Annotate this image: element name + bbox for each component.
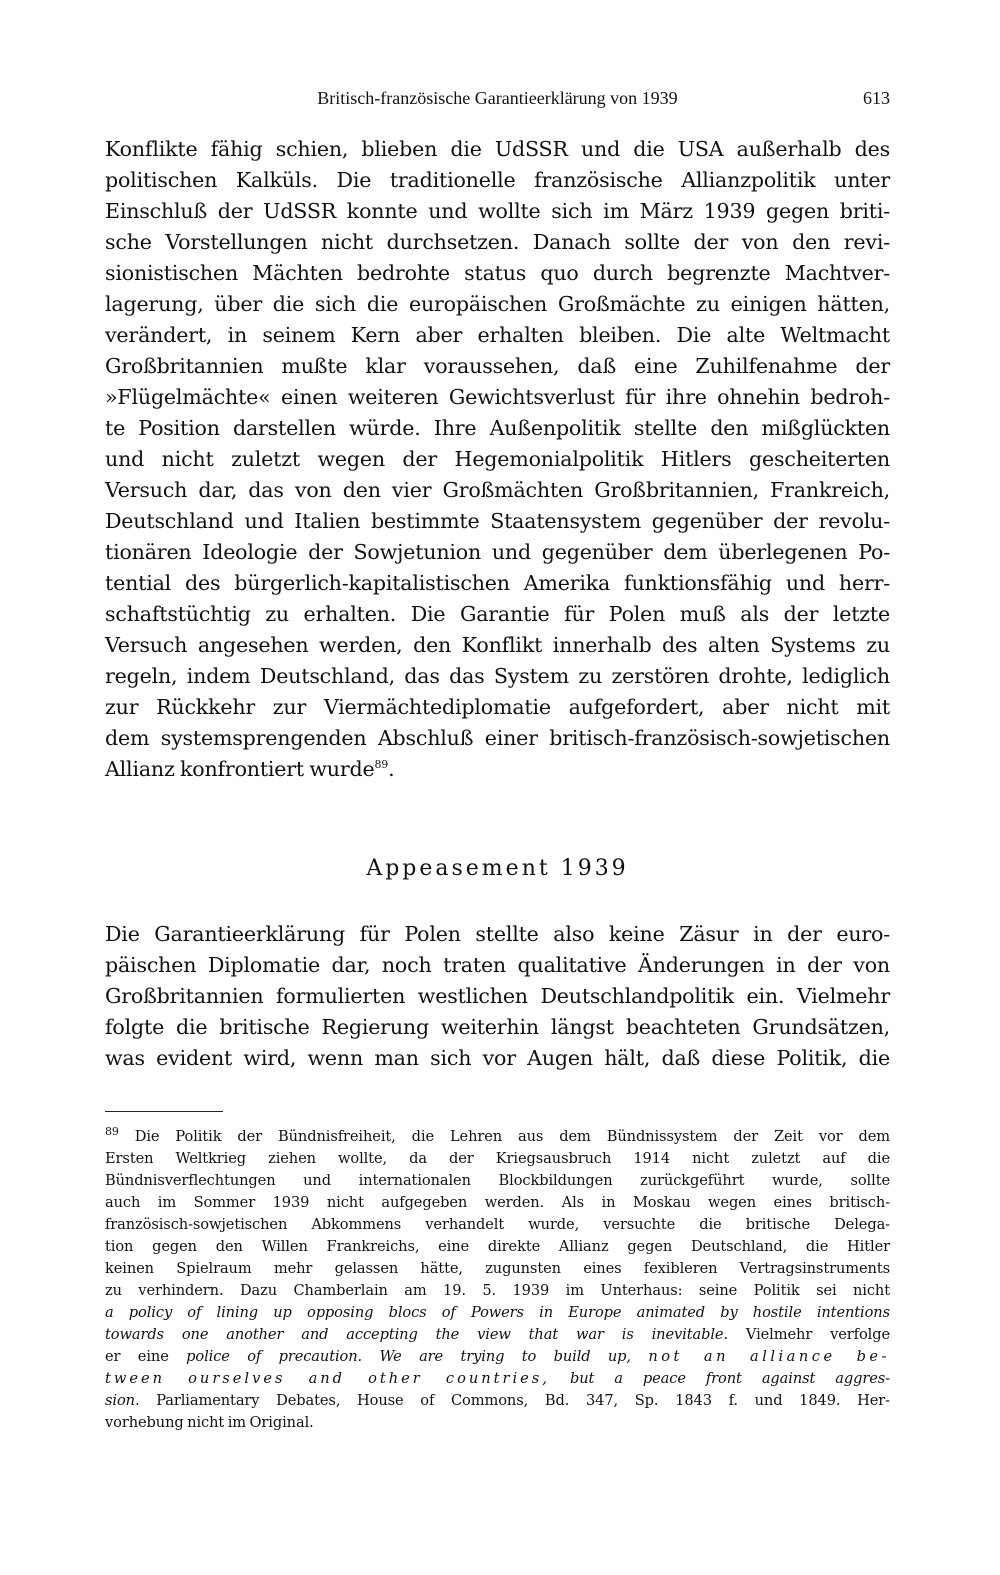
text-line: tential des bürgerlich-kapitalistischen Amerika funktionsfähig und herr- bbox=[105, 571, 890, 595]
text-line: te Position darstellen würde. Ihre Außenpolitik stellte den mißglückten bbox=[105, 416, 890, 440]
section-heading: Appeasement 1939 bbox=[366, 856, 629, 881]
text-line: dem systemsprengenden Abschluß einer britisch-französisch-sowjetischen bbox=[105, 726, 890, 750]
footnote-line bbox=[105, 1125, 890, 1145]
footnote-text: er eine bbox=[105, 1348, 169, 1365]
emphasized-quote: tween ourselves and other countries, bbox=[105, 1370, 550, 1387]
footnote-separator bbox=[105, 1111, 223, 1112]
text-line: verändert, in seinem Kern aber erhalten bleiben. Die alte Weltmacht bbox=[105, 323, 890, 347]
text-line: Deutschland und Italien bestimmte Staatensystem gegenüber der revolu- bbox=[105, 509, 890, 533]
footnote-text: Die Politik der Bündnisfreiheit, die Lehren aus dem Bündnissystem der Zeit vor dem bbox=[134, 1128, 890, 1145]
footnote-line: auch im Sommer 1939 nicht aufgegeben werden. Als in Moskau wegen eines britisch- bbox=[105, 1194, 890, 1211]
running-head bbox=[105, 88, 890, 112]
footnote-line: vorhebung nicht im Original. bbox=[105, 1414, 314, 1431]
footnote-text: Parliamentary Debates, House of Commons, Bd. 347, Sp. 1843 f. und 1849. Her- bbox=[156, 1392, 891, 1409]
footnote-line bbox=[105, 1370, 890, 1387]
text-line: lagerung, über die sich die europäischen Großmächte zu einigen hätten, bbox=[105, 292, 890, 316]
text-line: Großbritannien formulierten westlichen Deutschlandpolitik ein. Vielmehr bbox=[105, 984, 890, 1008]
text-line: sche Vorstellungen nicht durchsetzen. Danach sollte der von den revi- bbox=[105, 230, 890, 254]
text-line: Einschluß der UdSSR konnte und wollte sich im März 1939 gegen briti- bbox=[105, 199, 890, 223]
text-line-fragment: Allianz konfrontiert wurde bbox=[105, 757, 375, 781]
text-line: Konflikte fähig schien, blieben die UdSSR und die USA außerhalb des bbox=[105, 137, 890, 161]
footnote-line bbox=[105, 1304, 890, 1321]
sentence-period: . bbox=[388, 757, 395, 781]
text-line: politischen Kalküls. Die traditionelle französische Allianzpolitik unter bbox=[105, 168, 890, 192]
text-line: sionistischen Mächten bedrohte status quo durch begrenzte Machtver- bbox=[105, 261, 890, 285]
text-line: Großbritannien mußte klar voraussehen, daß eine Zuhilfenahme der bbox=[105, 354, 890, 378]
footnote-line: Ersten Weltkrieg ziehen wollte, da der Kriegsausbruch 1914 nicht zuletzt auf die bbox=[105, 1150, 890, 1167]
text-line: und nicht zuletzt wegen der Hegemonialpolitik Hitlers gescheiterten bbox=[105, 447, 890, 471]
footnote-reference[interactable]: 89 bbox=[374, 758, 389, 772]
text-line: schaftstüchtig zu erhalten. Die Garantie für Polen muß als der letzte bbox=[105, 602, 890, 626]
footnote-line bbox=[105, 1326, 890, 1343]
footnote-text: Vielmehr verfolge bbox=[745, 1326, 890, 1343]
footnote-line bbox=[105, 1392, 890, 1409]
text-line: Versuch dar, das von den vier Großmächten Großbritannien, Frankreich, bbox=[105, 478, 890, 502]
text-line bbox=[105, 757, 890, 781]
text-line: tionären Ideologie der Sowjetunion und gegenüber dem überlegenen Po- bbox=[105, 540, 890, 564]
text-line: folgte die britische Regierung weiterhin längst beachteten Grundsätzen, bbox=[105, 1015, 890, 1039]
footnote-line: keinen Spielraum mehr gelassen hätte, zugunsten eines fexibleren Vertragsinstruments bbox=[105, 1260, 890, 1277]
footnote-line: zu verhindern. Dazu Chamberlain am 19. 5. 1939 im Unterhaus: seine Politik sei nicht bbox=[105, 1282, 890, 1299]
running-head-title: Britisch-französische Garantieerklärung von 1939 bbox=[317, 88, 678, 108]
text-line: »Flügelmächte« einen weiteren Gewichtsverlust für ihre ohnehin bedroh- bbox=[105, 385, 890, 409]
text-line: Versuch angesehen werden, den Konflikt innerhalb des alten Systems zu bbox=[105, 633, 890, 657]
footnote-line: tion gegen den Willen Frankreichs, eine direkte Allianz gegen Deutschland, die Hitler bbox=[105, 1238, 890, 1255]
footnote-line: französisch-sowjetischen Abkommens verhandelt wurde, versuchte die britische Delega- bbox=[105, 1216, 890, 1233]
english-quote: police of precaution. We are trying to build up, bbox=[186, 1348, 631, 1365]
emphasized-quote: not an alliance be- bbox=[648, 1348, 890, 1365]
english-quote: sion. bbox=[105, 1392, 140, 1409]
text-line: was evident wird, wenn man sich vor Augen hält, daß diese Politik, die bbox=[105, 1046, 890, 1070]
text-line: päischen Diplomatie dar, noch traten qualitative Änderungen in der von bbox=[105, 953, 890, 977]
footnote-line bbox=[105, 1348, 890, 1365]
text-line: regeln, indem Deutschland, das das System zu zerstören drohte, lediglich bbox=[105, 664, 890, 688]
page-number: 613 bbox=[863, 88, 890, 108]
english-quote: towards one another and accepting the view that war is inevitable. bbox=[105, 1326, 728, 1343]
text-line: Die Garantieerklärung für Polen stellte also keine Zäsur in der euro- bbox=[105, 922, 890, 946]
footnote-line: Bündnisverflechtungen und internationalen Blockbildungen zurückgeführt wurde, sollte bbox=[105, 1172, 890, 1189]
english-quote: a policy of lining up opposing blocs of Powers in Europe animated by hostile intentions bbox=[105, 1304, 890, 1321]
footnote-number: 89 bbox=[105, 1125, 119, 1139]
text-line: zur Rückkehr zur Viermächtediplomatie aufgefordert, aber nicht mit bbox=[105, 695, 890, 719]
english-quote: but a peace front against aggres- bbox=[569, 1370, 891, 1387]
